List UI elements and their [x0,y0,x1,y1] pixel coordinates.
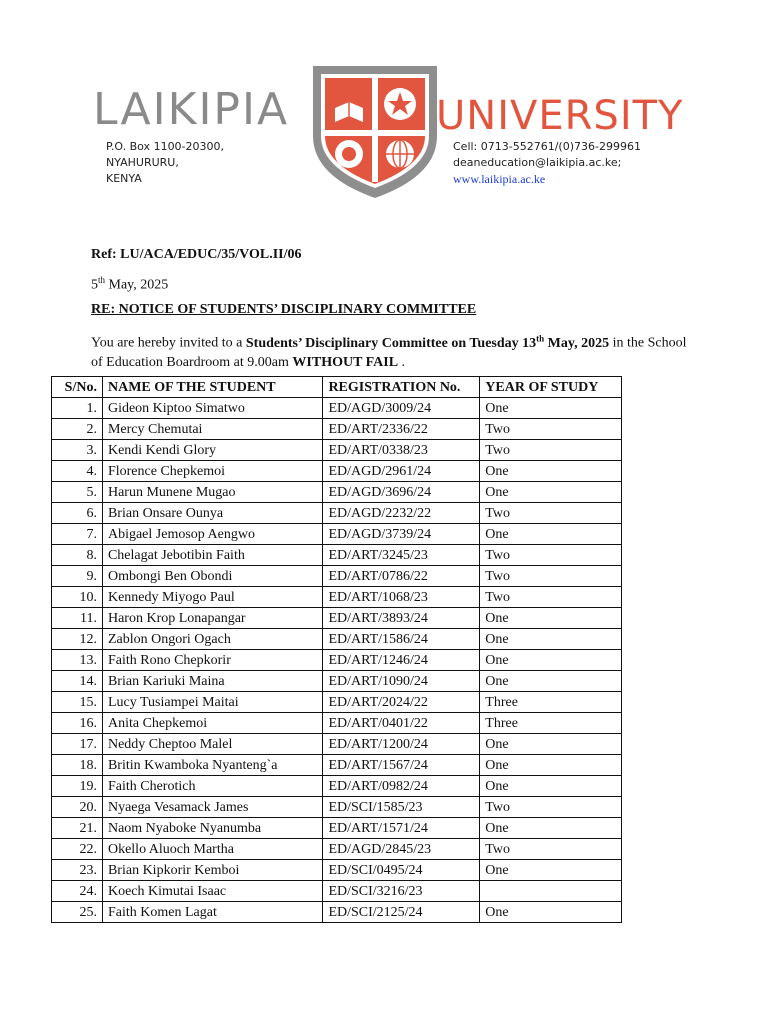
registration-number-cell: ED/AGD/3739/24 [323,524,480,545]
student-name-cell: Naom Nyaboke Nyanumba [102,818,322,839]
registration-number-cell: ED/ART/0338/23 [323,440,480,461]
table-row [52,860,622,881]
student-name-cell: Koech Kimutai Isaac [102,881,322,902]
year-of-study-cell: One [480,734,622,755]
cell-number: Cell: 0713-552761/(0)736-299961 [453,140,641,153]
year-of-study-cell: Two [480,566,622,587]
address-line: NYAHURURU, [106,156,179,169]
university-crest-icon [305,58,445,200]
serial-number-cell: 14. [52,671,103,692]
year-of-study-cell: One [480,818,622,839]
student-name-cell: Brian Onsare Ounya [102,503,322,524]
body-bold: Students’ Disciplinary Committee on Tuesday 13 [245,335,537,351]
student-name-cell: Anita Chepkemoi [102,713,322,734]
student-name-cell: Britin Kwamboka Nyanteng`a [102,755,322,776]
serial-number-cell: 4. [52,461,103,482]
table-row [52,461,622,482]
registration-number-cell: ED/ART/3245/23 [323,545,480,566]
serial-number-cell: 13. [52,650,103,671]
registration-number-cell: ED/AGD/2961/24 [323,461,480,482]
serial-number-cell: 18. [52,755,103,776]
serial-number-cell: 5. [52,482,103,503]
letter-subject: RE: NOTICE OF STUDENTS’ DISCIPLINARY COMMITTEE [91,302,477,317]
registration-number-cell: ED/ART/0786/22 [323,566,480,587]
date-suffix: th [98,275,106,285]
address-line: P.O. Box 1100-20300, [106,140,225,153]
year-of-study-cell: One [480,902,622,923]
year-of-study-cell: Three [480,692,622,713]
year-of-study-cell: Two [480,440,622,461]
serial-number-cell: 23. [52,860,103,881]
address-line: KENYA [106,172,142,185]
year-of-study-cell: Two [480,545,622,566]
serial-number-cell: 20. [52,797,103,818]
student-name-cell: Lucy Tusiampei Maitai [102,692,322,713]
serial-number-cell: 9. [52,566,103,587]
letter-body [91,329,691,372]
student-name-cell: Florence Chepkemoi [102,461,322,482]
year-of-study-cell: One [480,671,622,692]
body-text: You are hereby invited to a [91,335,246,351]
student-name-cell: Kennedy Miyogo Paul [102,587,322,608]
table-row [52,797,622,818]
table-header-row [52,377,622,398]
year-of-study-cell: One [480,608,622,629]
year-of-study-cell: One [480,860,622,881]
table-row [52,902,622,923]
year-of-study-cell: Two [480,839,622,860]
table-row [52,587,622,608]
serial-number-cell: 22. [52,839,103,860]
serial-number-cell: 6. [52,503,103,524]
year-of-study-cell [480,881,622,902]
student-name-cell: Abigael Jemosop Aengwo [102,524,322,545]
table-row [52,566,622,587]
registration-number-cell: ED/ART/1090/24 [323,671,480,692]
student-name-cell: Haron Krop Lonapangar [102,608,322,629]
registration-number-cell: ED/ART/0982/24 [323,776,480,797]
table-row [52,482,622,503]
body-bold-suffix: th [536,333,545,343]
student-name-cell: Kendi Kendi Glory [102,440,322,461]
date-month-year: May, 2025 [105,277,169,293]
year-of-study-cell: Two [480,797,622,818]
table-row [52,503,622,524]
registration-number-cell: ED/AGD/3696/24 [323,482,480,503]
body-text: in the School of Education Boardroom at 9.00am [91,335,687,370]
table-row [52,881,622,902]
students-table [51,376,622,923]
student-name-cell: Brian Kipkorir Kemboi [102,860,322,881]
student-name-cell: Okello Aluoch Martha [102,839,322,860]
student-name-cell: Faith Cherotich [102,776,322,797]
registration-number-cell: ED/AGD/2845/23 [323,839,480,860]
year-of-study-cell: One [480,398,622,419]
table-row [52,839,622,860]
student-name-cell: Chelagat Jebotibin Faith [102,545,322,566]
year-of-study-cell: Three [480,713,622,734]
registration-number-cell: ED/AGD/3009/24 [323,398,480,419]
table-row [52,713,622,734]
email-address: deaneducation@laikipia.ac.ke; [453,156,622,169]
contact-details [453,139,641,187]
registration-number-cell: ED/ART/1586/24 [323,629,480,650]
body-bold: May, 2025 [544,335,610,351]
year-of-study-cell: Two [480,419,622,440]
registration-number-cell: ED/ART/1567/24 [323,755,480,776]
registration-number-cell: ED/ART/2336/22 [323,419,480,440]
student-name-cell: Mercy Chemutai [102,419,322,440]
table-row [52,671,622,692]
student-name-cell: Ombongi Ben Obondi [102,566,322,587]
registration-number-cell: ED/ART/1246/24 [323,650,480,671]
registration-number-cell: ED/ART/1068/23 [323,587,480,608]
table-row [52,755,622,776]
serial-number-cell: 21. [52,818,103,839]
serial-number-cell: 24. [52,881,103,902]
column-header: NAME OF THE STUDENT [102,377,322,398]
body-text: . [398,354,406,370]
registration-number-cell: ED/SCI/1585/23 [323,797,480,818]
student-name-cell: Brian Kariuki Maina [102,671,322,692]
registration-number-cell: ED/SCI/3216/23 [323,881,480,902]
table-row [52,398,622,419]
registration-number-cell: ED/ART/3893/24 [323,608,480,629]
body-bold: WITHOUT FAIL [292,354,399,370]
table-row [52,818,622,839]
serial-number-cell: 8. [52,545,103,566]
year-of-study-cell: One [480,524,622,545]
serial-number-cell: 2. [52,419,103,440]
serial-number-cell: 1. [52,398,103,419]
year-of-study-cell: Two [480,503,622,524]
serial-number-cell: 10. [52,587,103,608]
brand-name-right: UNIVERSITY [436,93,684,139]
column-header: S/No. [52,377,103,398]
student-name-cell: Zablon Ongori Ogach [102,629,322,650]
serial-number-cell: 7. [52,524,103,545]
letter-date [91,275,168,294]
serial-number-cell: 19. [52,776,103,797]
year-of-study-cell: One [480,629,622,650]
registration-number-cell: ED/ART/0401/22 [323,713,480,734]
serial-number-cell: 15. [52,692,103,713]
student-name-cell: Gideon Kiptoo Simatwo [102,398,322,419]
student-name-cell: Harun Munene Mugao [102,482,322,503]
year-of-study-cell: One [480,482,622,503]
table-row [52,692,622,713]
serial-number-cell: 25. [52,902,103,923]
year-of-study-cell: One [480,650,622,671]
website-link[interactable]: www.laikipia.ac.ke [453,172,546,186]
student-name-cell: Neddy Cheptoo Malel [102,734,322,755]
column-header: YEAR OF STUDY [480,377,622,398]
registration-number-cell: ED/ART/1571/24 [323,818,480,839]
year-of-study-cell: One [480,776,622,797]
serial-number-cell: 16. [52,713,103,734]
registration-number-cell: ED/SCI/2125/24 [323,902,480,923]
column-header: REGISTRATION No. [323,377,480,398]
table-row [52,524,622,545]
registration-number-cell: ED/AGD/2232/22 [323,503,480,524]
registration-number-cell: ED/ART/1200/24 [323,734,480,755]
serial-number-cell: 17. [52,734,103,755]
student-name-cell: Faith Komen Lagat [102,902,322,923]
table-row [52,419,622,440]
year-of-study-cell: Two [480,587,622,608]
date-day: 5 [91,277,98,293]
table-row [52,629,622,650]
table-row [52,545,622,566]
year-of-study-cell: One [480,755,622,776]
serial-number-cell: 11. [52,608,103,629]
serial-number-cell: 12. [52,629,103,650]
year-of-study-cell: One [480,461,622,482]
registration-number-cell: ED/SCI/0495/24 [323,860,480,881]
serial-number-cell: 3. [52,440,103,461]
table-row [52,734,622,755]
table-row [52,440,622,461]
table-row [52,776,622,797]
reference-number: Ref: LU/ACA/EDUC/35/VOL.II/06 [91,247,302,262]
table-row [52,650,622,671]
postal-address [106,139,224,187]
student-name-cell: Faith Rono Chepkorir [102,650,322,671]
table-row [52,608,622,629]
registration-number-cell: ED/ART/2024/22 [323,692,480,713]
brand-name-left: LAIKIPIA [93,84,290,135]
student-name-cell: Nyaega Vesamack James [102,797,322,818]
